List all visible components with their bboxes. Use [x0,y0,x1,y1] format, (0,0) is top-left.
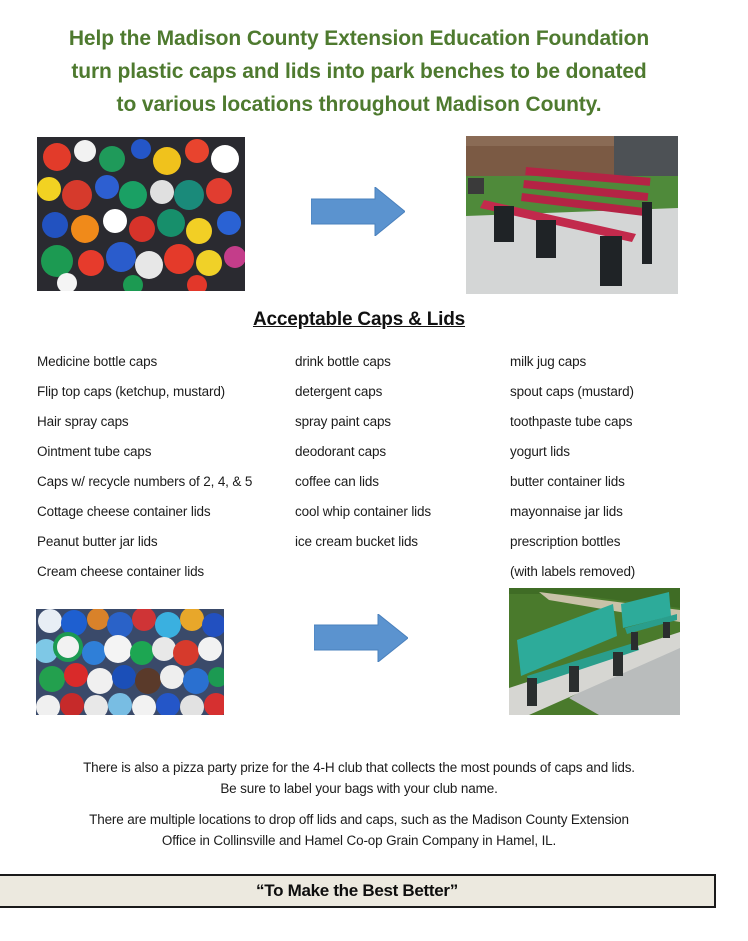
list-item: prescription bottles [510,534,621,549]
title-line-3: to various locations throughout Madison County. [116,93,602,116]
pizza-prize-line-1: There is also a pizza party prize for the 4-H club that collects the most pounds of caps and lids. [83,760,635,775]
drop-off-line-2: Office in Collinsville and Hamel Co-op Grain Company in Hamel, IL. [161,833,557,848]
drop-off-paragraph [0,809,718,851]
photo-green-benches [509,588,680,715]
bottle-caps-image [36,609,224,715]
list-item: spray paint caps [295,414,391,429]
list-item: Flip top caps (ketchup, mustard) [37,384,226,399]
list-item: drink bottle caps [295,354,391,369]
title-line-1: Help the Madison County Extension Education Foundation [68,27,650,50]
list-item: Ointment tube caps [37,444,152,459]
list-item: ice cream bucket lids [295,534,418,549]
arrow-right-icon [314,614,408,662]
list-item: Peanut butter jar lids [37,534,158,549]
flyer-title [0,22,718,121]
green-benches-image [509,588,680,715]
list-item: deodorant caps [295,444,386,459]
list-item: mayonnaise jar lids [510,504,623,519]
list-item: detergent caps [295,384,383,399]
photo-red-bench [466,136,678,294]
list-item: butter container lids [510,474,625,489]
list-item: Medicine bottle caps [37,354,158,369]
items-column-1 [37,347,252,587]
list-item: coffee can lids [295,474,379,489]
items-column-2 [295,347,431,557]
list-item: Hair spray caps [37,414,129,429]
pizza-prize-paragraph [0,757,718,799]
photo-bottle-caps [36,609,224,715]
caps-pile-image [37,137,245,291]
items-column-3 [510,347,635,587]
motto-banner [0,874,716,908]
arrow-right-icon [311,187,405,236]
list-item: Cream cheese container lids [37,564,205,579]
list-item: toothpaste tube caps [510,414,633,429]
motto-text: “To Make the Best Better” [256,881,458,900]
list-item: Cottage cheese container lids [37,504,211,519]
list-item: yogurt lids [510,444,570,459]
list-item: (with labels removed) [510,564,636,579]
list-item: Caps w/ recycle numbers of 2, 4, & 5 [37,474,253,489]
list-item: spout caps (mustard) [510,384,634,399]
drop-off-line-1: There are multiple locations to drop off lids and caps, such as the Madison County Extension [89,812,629,827]
list-item: cool whip container lids [295,504,431,519]
title-line-2: turn plastic caps and lids into park benches to be donated [71,60,647,83]
photo-caps-pile [37,137,245,291]
pizza-prize-line-2: Be sure to label your bags with your club name. [220,781,498,796]
list-item: milk jug caps [510,354,587,369]
red-bench-image [466,136,678,294]
acceptable-items-heading: Acceptable Caps & Lids [252,309,466,330]
